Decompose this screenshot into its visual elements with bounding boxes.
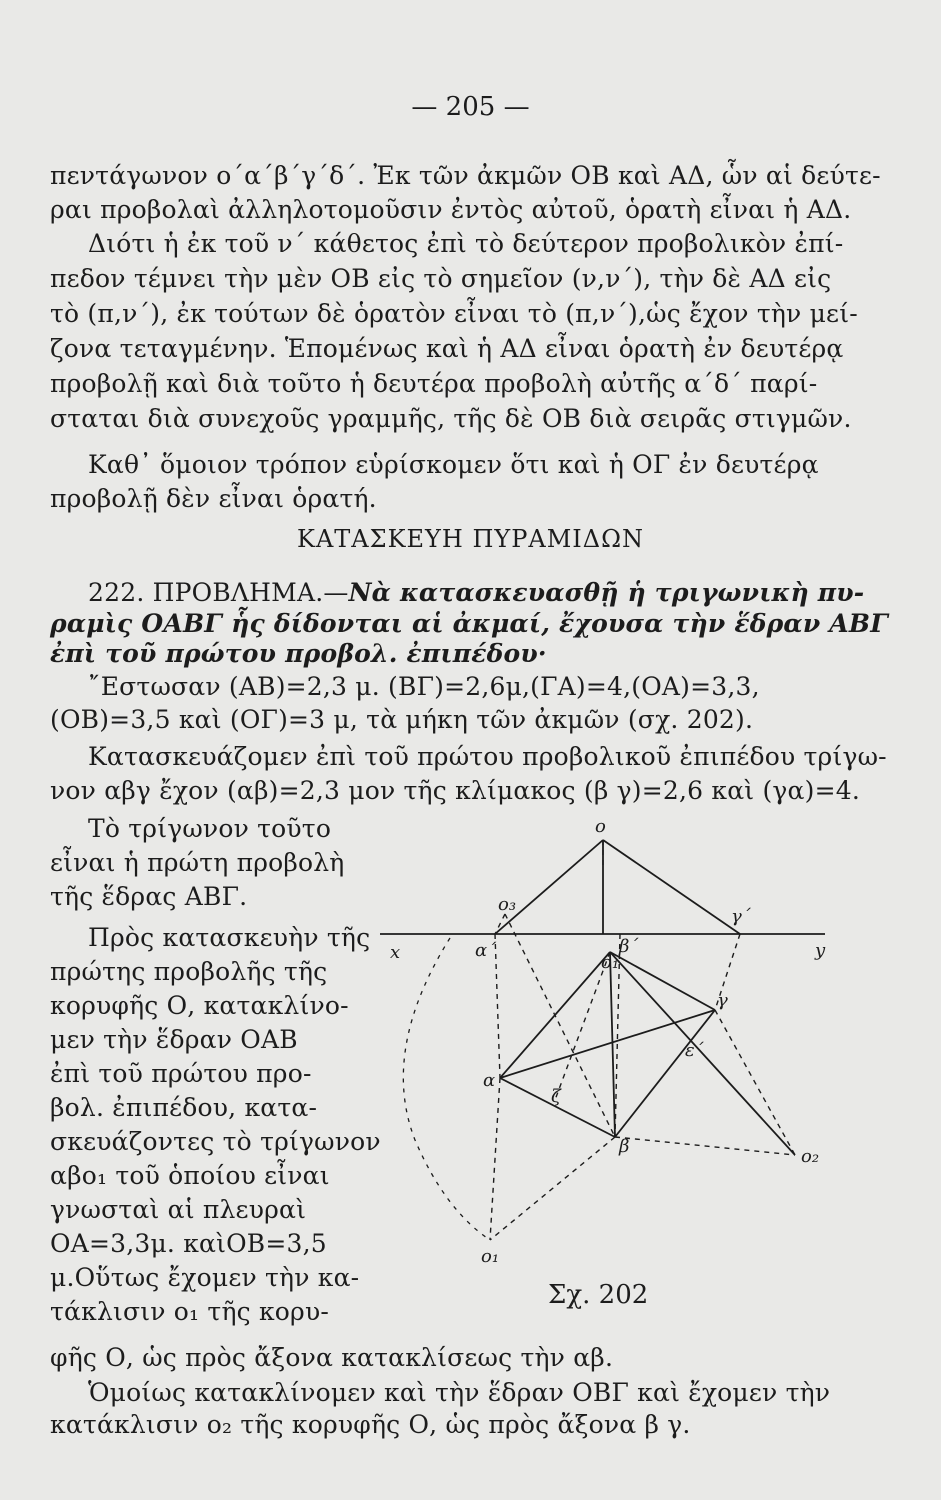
dashed-o-zeta xyxy=(555,952,610,1100)
label-o2: o₂ xyxy=(801,1146,820,1167)
label-o: o xyxy=(595,816,606,837)
text-line: ζονα τεταγμένην. Ἑπομένως καὶ ἡ ΑΔ εἶναι ὁρατὴ ἐν δευτέρᾳ xyxy=(50,334,844,363)
construction-line: Κατασκευάζομεν ἐπὶ τοῦ πρώτου προβολικοῦ ἐπιπέδου τρίγω- xyxy=(88,742,887,771)
edge-o-a-prime xyxy=(495,840,603,934)
side-text-line: Τὸ τρίγωνον τοῦτο xyxy=(88,814,332,843)
problem-line xyxy=(88,576,895,610)
figure-caption: Σχ. 202 xyxy=(548,1280,649,1310)
text-line: τὸ (π,ν΄), ἐκ τούτων δὲ ὁρατὸν εἶναι τὸ (π,ν΄),ὡς ἔχον τὴν μεί- xyxy=(50,299,858,328)
text-line: κατάκλισιν ο₂ τῆς κορυφῆς Ο, ὡς πρὸς ἄξονα β γ. xyxy=(50,1410,691,1439)
page-number: — 205 — xyxy=(411,92,530,122)
side-text-line: ΟΑ=3,3μ. καὶΟΒ=3,5 xyxy=(50,1229,327,1258)
rotation-arc xyxy=(403,938,490,1240)
given-line: ῎Εστωσαν (ΑΒ)=2,3 μ. (ΒΓ)=2,6μ,(ΓΑ)=4,(ΟΑ)=3,3, xyxy=(88,672,760,701)
construction-line: νον αβγ ἔχον (αβ)=2,3 μον τῆς κλίμακος (β γ)=2,6 καὶ (γα)=4. xyxy=(50,776,860,805)
side-text-line: εἶναι ἡ πρώτη προβολὴ xyxy=(50,848,345,877)
label-y: y xyxy=(815,940,826,961)
dashed-b-o1 xyxy=(490,1137,615,1240)
section-heading: ΚΑΤΑΣΚΕΥΗ ΠΥΡΑΜΙΔΩΝ xyxy=(297,525,644,553)
label-o1-top: o₁ xyxy=(601,952,620,973)
side-text-line: μεν τὴν ἕδραν ΟΑΒ xyxy=(50,1025,298,1054)
text-line: πεδον τέμνει τὴν μὲν ΟΒ εἰς τὸ σημεῖον (ν,ν΄), τὴν δὲ ΑΔ εἰς xyxy=(50,264,832,293)
side-text-line: τάκλισιν ο₁ τῆς κορυ- xyxy=(50,1297,329,1326)
edge-o-gamma-prime xyxy=(603,840,740,934)
edge-o-gamma xyxy=(610,952,715,1010)
text-line: Καθ᾽ ὅμοιον τρόπον εὑρίσκομεν ὅτι καὶ ἡ ΟΓ ἐν δευτέρᾳ xyxy=(88,450,819,479)
side-text-line: κορυφῆς Ο, κατακλίνο- xyxy=(50,991,349,1020)
text-line: προβολῇ καὶ διὰ τοῦτο ἡ δευτέρα προβολὴ αὐτῆς α΄δ΄ παρί- xyxy=(50,369,818,398)
label-gamma-prime: γ΄ xyxy=(731,906,751,927)
figure-202 xyxy=(355,810,855,1280)
side-text-line: σκευάζοντες τὸ τρίγωνον xyxy=(50,1127,381,1156)
dashed-gamma-o2 xyxy=(715,1010,795,1155)
side-text-line: αβο₁ τοῦ ὁποίου εἶναι xyxy=(50,1161,330,1190)
dashed-b-o2 xyxy=(615,1137,795,1155)
text-line: πεντάγωνον ο΄α΄β΄γ΄δ΄. Ἐκ τῶν ἀκμῶν ΟΒ καὶ ΑΔ, ὧν αἱ δεύτε- xyxy=(50,161,881,190)
label-epsilon-prime: ε΄ xyxy=(685,1040,704,1061)
edge-o-b xyxy=(610,952,615,1137)
problem-statement: ἐπὶ τοῦ πρώτου προβολ. ἐπιπέδου· xyxy=(50,639,547,668)
label-o3: o₃ xyxy=(498,894,517,915)
text-line: Διότι ἡ ἐκ τοῦ ν΄ κάθετος ἐπὶ τὸ δεύτερον προβολικὸν ἐπί- xyxy=(88,229,844,258)
label-a-prime: α΄ xyxy=(475,940,497,961)
side-text-line: πρώτης προβολῆς τῆς xyxy=(50,957,328,986)
label-zeta: ζ xyxy=(551,1086,561,1107)
text-line: ραι προβολαὶ ἀλληλοτομοῦσιν ἐντὸς αὐτοῦ, ὁρατὴ εἶναι ἡ ΑΔ. xyxy=(50,195,852,224)
given-line: (ΟΒ)=3,5 καὶ (ΟΓ)=3 μ, τὰ μήκη τῶν ἀκμῶν (σχ. 202). xyxy=(50,705,754,734)
edge-a-gamma xyxy=(500,1010,715,1078)
dashed-o3 xyxy=(495,914,505,934)
problem-number: 222. ΠΡΟΒΛΗΜΑ.— xyxy=(88,578,349,607)
edge-b-gamma xyxy=(615,1010,715,1137)
side-text-line: τῆς ἕδρας ΑΒΓ. xyxy=(50,882,248,911)
side-text-line: γνωσταὶ αἱ πλευραὶ xyxy=(50,1195,307,1224)
label-b-prime: β΄ xyxy=(619,936,639,957)
side-text-line: ἐπὶ τοῦ πρώτου προ- xyxy=(50,1059,312,1088)
label-x: x xyxy=(390,942,401,963)
side-text-line: μ.Οὕτως ἔχομεν τὴν κα- xyxy=(50,1263,360,1292)
text-line: προβολῇ δὲν εἶναι ὁρατή. xyxy=(50,484,377,513)
problem-statement: Νὰ κατασκευασθῇ ἡ τριγωνικὴ πυ- xyxy=(348,578,865,607)
text-line: φῆς Ο, ὡς πρὸς ἄξονα κατακλίσεως τὴν αβ. xyxy=(50,1343,614,1372)
label-o1: o₁ xyxy=(481,1246,500,1267)
side-text-line: βολ. ἐπιπέδου, κατα- xyxy=(50,1093,318,1122)
label-b: β xyxy=(619,1136,630,1157)
text-line: σταται διὰ συνεχοῦς γραμμῆς, τῆς δὲ ΟΒ διὰ σειρᾶς στιγμῶν. xyxy=(50,404,852,433)
label-gamma: γ xyxy=(717,990,728,1011)
dashed-a-o1 xyxy=(490,1078,500,1240)
label-a: α xyxy=(483,1070,496,1091)
side-text-line: Πρὸς κατασκευὴν τῆς xyxy=(88,923,371,952)
problem-statement: ραμὶς ΟΑΒΓ ἧς δίδονται αἱ ἀκμαί, ἔχουσα τὴν ἕδραν ΑΒΓ xyxy=(50,609,889,638)
text-line: Ὁμοίως κατακλίνομεν καὶ τὴν ἕδραν ΟΒΓ καὶ ἔχομεν τὴν xyxy=(88,1378,831,1407)
